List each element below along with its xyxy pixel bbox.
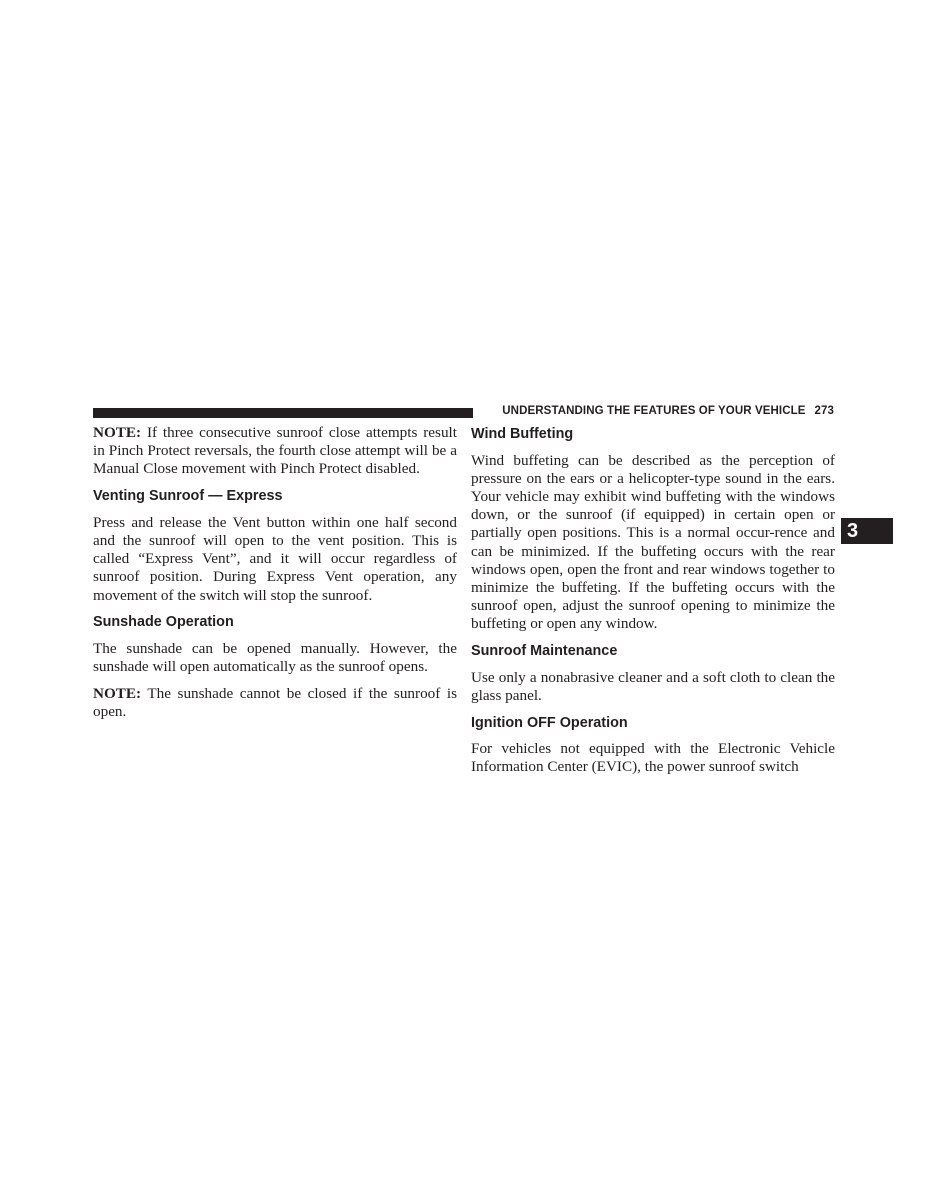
heading-venting-sunroof: Venting Sunroof — Express: [93, 488, 283, 505]
paragraph-ignition-off: For vehicles not equipped with the Electronic Vehicle Information Center (EVIC), the power sunroof switch: [471, 740, 835, 776]
paragraph-wind-buffeting: Wind buffeting can be described as the perception of pressure on the ears or a helicopter-type sound in the ears. Your vehicle may exhibit wind buffeting with the windows down, or the sunroof (if equipped) in certain open or partially open positions. This is a normal occur-rence and can be minimized. If the buffeting occurs with the rear windows open, open the front and rear windows together to minimize the buffeting. If the buffeting occurs with the sunroof open, adjust the sunroof opening to minimize the buffeting or open any window.: [471, 451, 835, 633]
chapter-tab: 3: [841, 518, 893, 544]
paragraph-sunroof-maintenance: Use only a nonabrasive cleaner and a soft cloth to clean the glass panel.: [471, 668, 835, 704]
heading-sunroof-maintenance: Sunroof Maintenance: [471, 643, 618, 660]
note-pinch-protect: [93, 424, 457, 479]
left-column: [93, 424, 457, 730]
note-text: The sunshade cannot be closed if the sunroof is open.: [93, 684, 457, 720]
heading-wind-buffeting: Wind Buffeting: [471, 426, 574, 442]
note-label: NOTE:: [93, 424, 142, 441]
page-number: 273: [814, 405, 834, 417]
running-header: [484, 405, 834, 417]
note-text: If three consecutive sunroof close attempts result in Pinch Protect reversals, the fourth close attempt will be a Manual Close movement with Pinch Protect disabled.: [93, 424, 457, 478]
note-label: NOTE:: [93, 684, 142, 702]
heading-sunshade-operation: Sunshade Operation: [93, 614, 234, 631]
paragraph-venting-sunroof: Press and release the Vent button within one half second and the sunroof will open to the vent position. This is called “Express Vent”, and it will occur regardless of sunroof position. During Express Vent operation, any movement of the switch will stop the sunroof.: [93, 513, 457, 604]
right-column: [471, 425, 835, 785]
section-title: UNDERSTANDING THE FEATURES OF YOUR VEHICLE: [502, 405, 806, 417]
paragraph-sunshade-operation: The sunshade can be opened manually. However, the sunshade will open automatically as the sunroof opens.: [93, 639, 457, 676]
heading-ignition-off: Ignition OFF Operation: [471, 714, 628, 731]
header-rule: [93, 408, 473, 418]
note-sunshade: [93, 685, 457, 721]
